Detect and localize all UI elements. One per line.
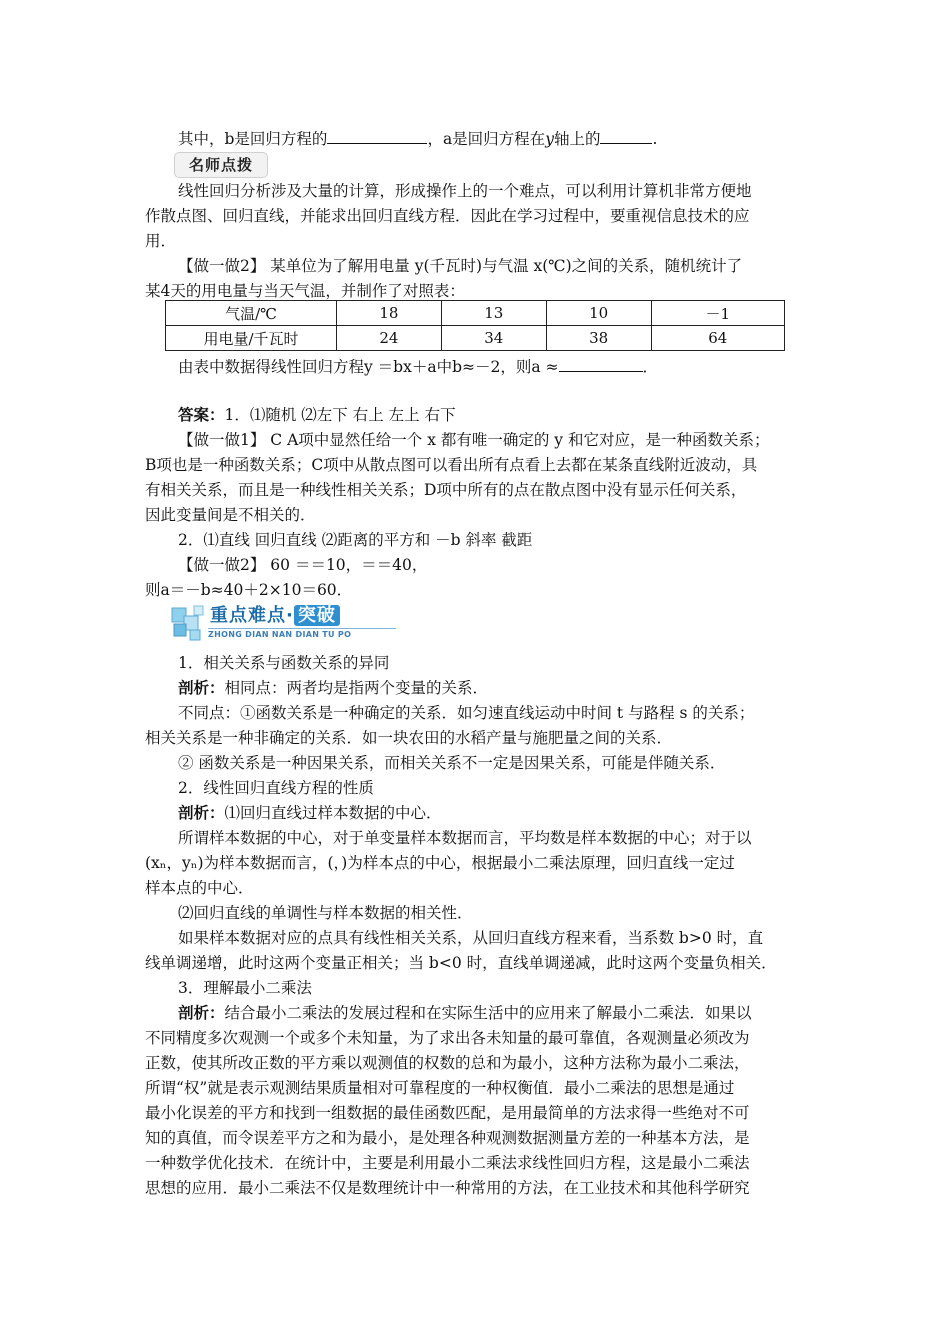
- analysis-label: 剖析：: [178, 803, 225, 822]
- paragraph-line: 样本点的中心．: [145, 879, 254, 897]
- paragraph-line: 知的真值，而令误差平方之和为最小，是处理各种观测数据测量方差的一种基本方法，是: [145, 1129, 750, 1147]
- exercise-line: 【做一做2】 某单位为了解用电量 y(千瓦时)与气温 x(℃)之间的关系，随机统计了: [178, 257, 743, 275]
- answer-blank: [559, 357, 643, 372]
- paragraph-line: 所谓“权”就是表示观测结果质量相对可靠程度的一种权衡值．最小二乘法的思想是通过: [145, 1079, 735, 1097]
- text: 由表中数据得线性回归方程y ＝bx＋a中b≈－2，则a ≈: [178, 358, 559, 376]
- table-row: [166, 301, 785, 326]
- text: ⑴回归直线过样本数据的中心．: [224, 804, 442, 822]
- table-cell: 34: [441, 326, 546, 351]
- question-line: [178, 128, 657, 150]
- answer-line: 2．⑴直线 回归直线 ⑵距离的平方和 －b 斜率 截距: [178, 531, 533, 549]
- table-cell: 用电量/千瓦时: [166, 326, 337, 351]
- paragraph-line: ② 函数关系是一种因果关系，而相关关系不一定是因果关系，可能是伴随关系．: [178, 754, 726, 772]
- text: ，a是回归方程在: [427, 130, 546, 148]
- text: 1．⑴随机 ⑵左下 右上 左上 右下: [224, 406, 456, 424]
- paragraph-line: [178, 677, 488, 699]
- answer-line: 【做一做2】 60 ＝＝10，＝＝40，: [178, 556, 428, 574]
- answer-blank: [600, 129, 652, 144]
- paragraph-line: 最小化误差的平方和找到一组数据的最佳函数匹配，是用最简单的方法求得一些绝对不可: [145, 1104, 750, 1122]
- paragraph-line: 一种数学优化技术．在统计中，主要是利用最小二乘法求线性回归方程，这是最小二乘法: [145, 1154, 750, 1172]
- paragraph-line: ⑵回归直线的单调性与样本数据的相关性．: [178, 904, 473, 922]
- analysis-label: 剖析：: [178, 678, 225, 697]
- paragraph-line: 线单调递增，此时这两个变量正相关；当 b<0 时，直线单调递减，此时这两个变量负相关．: [145, 954, 777, 972]
- paragraph-line: 用．: [145, 232, 177, 250]
- text: 轴上的: [553, 130, 601, 148]
- paragraph-line: 如果样本数据对应的点具有线性相关关系，从回归直线方程来看，当系数 b>0 时，直: [178, 929, 764, 947]
- paragraph-line: [178, 802, 442, 824]
- section-heading: 3．理解最小二乘法: [178, 979, 312, 997]
- text: 其中，b是回归方程的: [178, 130, 328, 148]
- analysis-label: 剖析：: [178, 1003, 225, 1022]
- table-cell: －1: [651, 301, 784, 326]
- table-cell: 38: [546, 326, 651, 351]
- table-cell: 64: [651, 326, 784, 351]
- section-banner: [168, 602, 400, 646]
- table-cell: 24: [337, 326, 442, 351]
- text: y: [545, 130, 554, 148]
- answer-line: 因此变量间是不相关的．: [145, 506, 316, 524]
- table-cell: 18: [337, 301, 442, 326]
- banner-subtitle: ZHONG DIAN NAN DIAN TU PO: [208, 630, 352, 639]
- paragraph-line: 线性回归分析涉及大量的计算，形成操作上的一个难点，可以利用计算机非常方便地: [178, 182, 752, 200]
- answer-line: 有相关关系，而且是一种线性相关关系；D项中所有的点在散点图中没有显示任何关系，: [145, 481, 747, 499]
- answer-line: 则a＝－b≈40＋2×10＝60．: [145, 581, 353, 599]
- paragraph-line: 正数，使其所改正数的平方乘以观测值的权数的总和为最小，这种方法称为最小二乘法，: [145, 1054, 750, 1072]
- answer-line: [178, 404, 456, 426]
- banner-title-text: 重点难点·: [210, 605, 294, 626]
- paragraph-line: 不同点：①函数关系是一种确定的关系．如匀速直线运动中时间 t 与路程 s 的关系；: [178, 704, 755, 722]
- banner-rule: [208, 628, 396, 629]
- text: 相同点：两者均是指两个变量的关系．: [224, 679, 489, 697]
- paragraph-line: [178, 1002, 752, 1024]
- answer-line: B项也是一种函数关系；C项中从散点图可以看出所有点看上去都在某条直线附近波动，具: [145, 456, 758, 474]
- banner-title: [210, 604, 340, 628]
- table-row: [166, 326, 785, 351]
- paragraph-line: (xₙ，yₙ)为样本数据而言，(，)为样本点的中心，根据最小二乘法原理，回归直线一定过: [145, 854, 735, 872]
- exercise-line: 某4天的用电量与当天气温，并制作了对照表：: [145, 282, 465, 300]
- table-cell: 10: [546, 301, 651, 326]
- paragraph-line: 作散点图、回归直线，并能求出回归直线方程．因此在学习过程中，要重视信息技术的应: [145, 207, 750, 225]
- section-heading: 2．线性回归直线方程的性质: [178, 779, 374, 797]
- data-table: [165, 300, 785, 351]
- section-heading: 1．相关关系与函数关系的异同: [178, 654, 390, 672]
- answer-line: 【做一做1】 C A项中显然任给一个 x 都有唯一确定的 y 和它对应，是一种函数关系；: [178, 431, 770, 449]
- paragraph-line: 所谓样本数据的中心，对于单变量样本数据而言，平均数是样本数据的中心；对于以: [178, 829, 752, 847]
- answer-blank: [327, 129, 427, 144]
- exercise-line: [178, 356, 658, 378]
- tip-badge: 名师点拨: [174, 152, 268, 178]
- table-cell: 13: [441, 301, 546, 326]
- paragraph-line: 思想的应用．最小二乘法不仅是数理统计中一种常用的方法，在工业技术和其他科学研究: [145, 1179, 750, 1197]
- table-cell: 气温/℃: [166, 301, 337, 326]
- text: .: [652, 130, 658, 148]
- text: 结合最小二乘法的发展过程和在实际生活中的应用来了解最小二乘法．如果以: [224, 1004, 752, 1022]
- text: ．: [642, 358, 659, 376]
- banner-highlight: 突破: [294, 605, 340, 626]
- answer-label: 答案：: [178, 405, 225, 424]
- paragraph-line: 相关关系是一种非确定的关系．如一块农田的水稻产量与施肥量之间的关系．: [145, 729, 673, 747]
- paragraph-line: 不同精度多次观测一个或多个未知量，为了求出各未知量的最可靠值，各观测量必须改为: [145, 1029, 750, 1047]
